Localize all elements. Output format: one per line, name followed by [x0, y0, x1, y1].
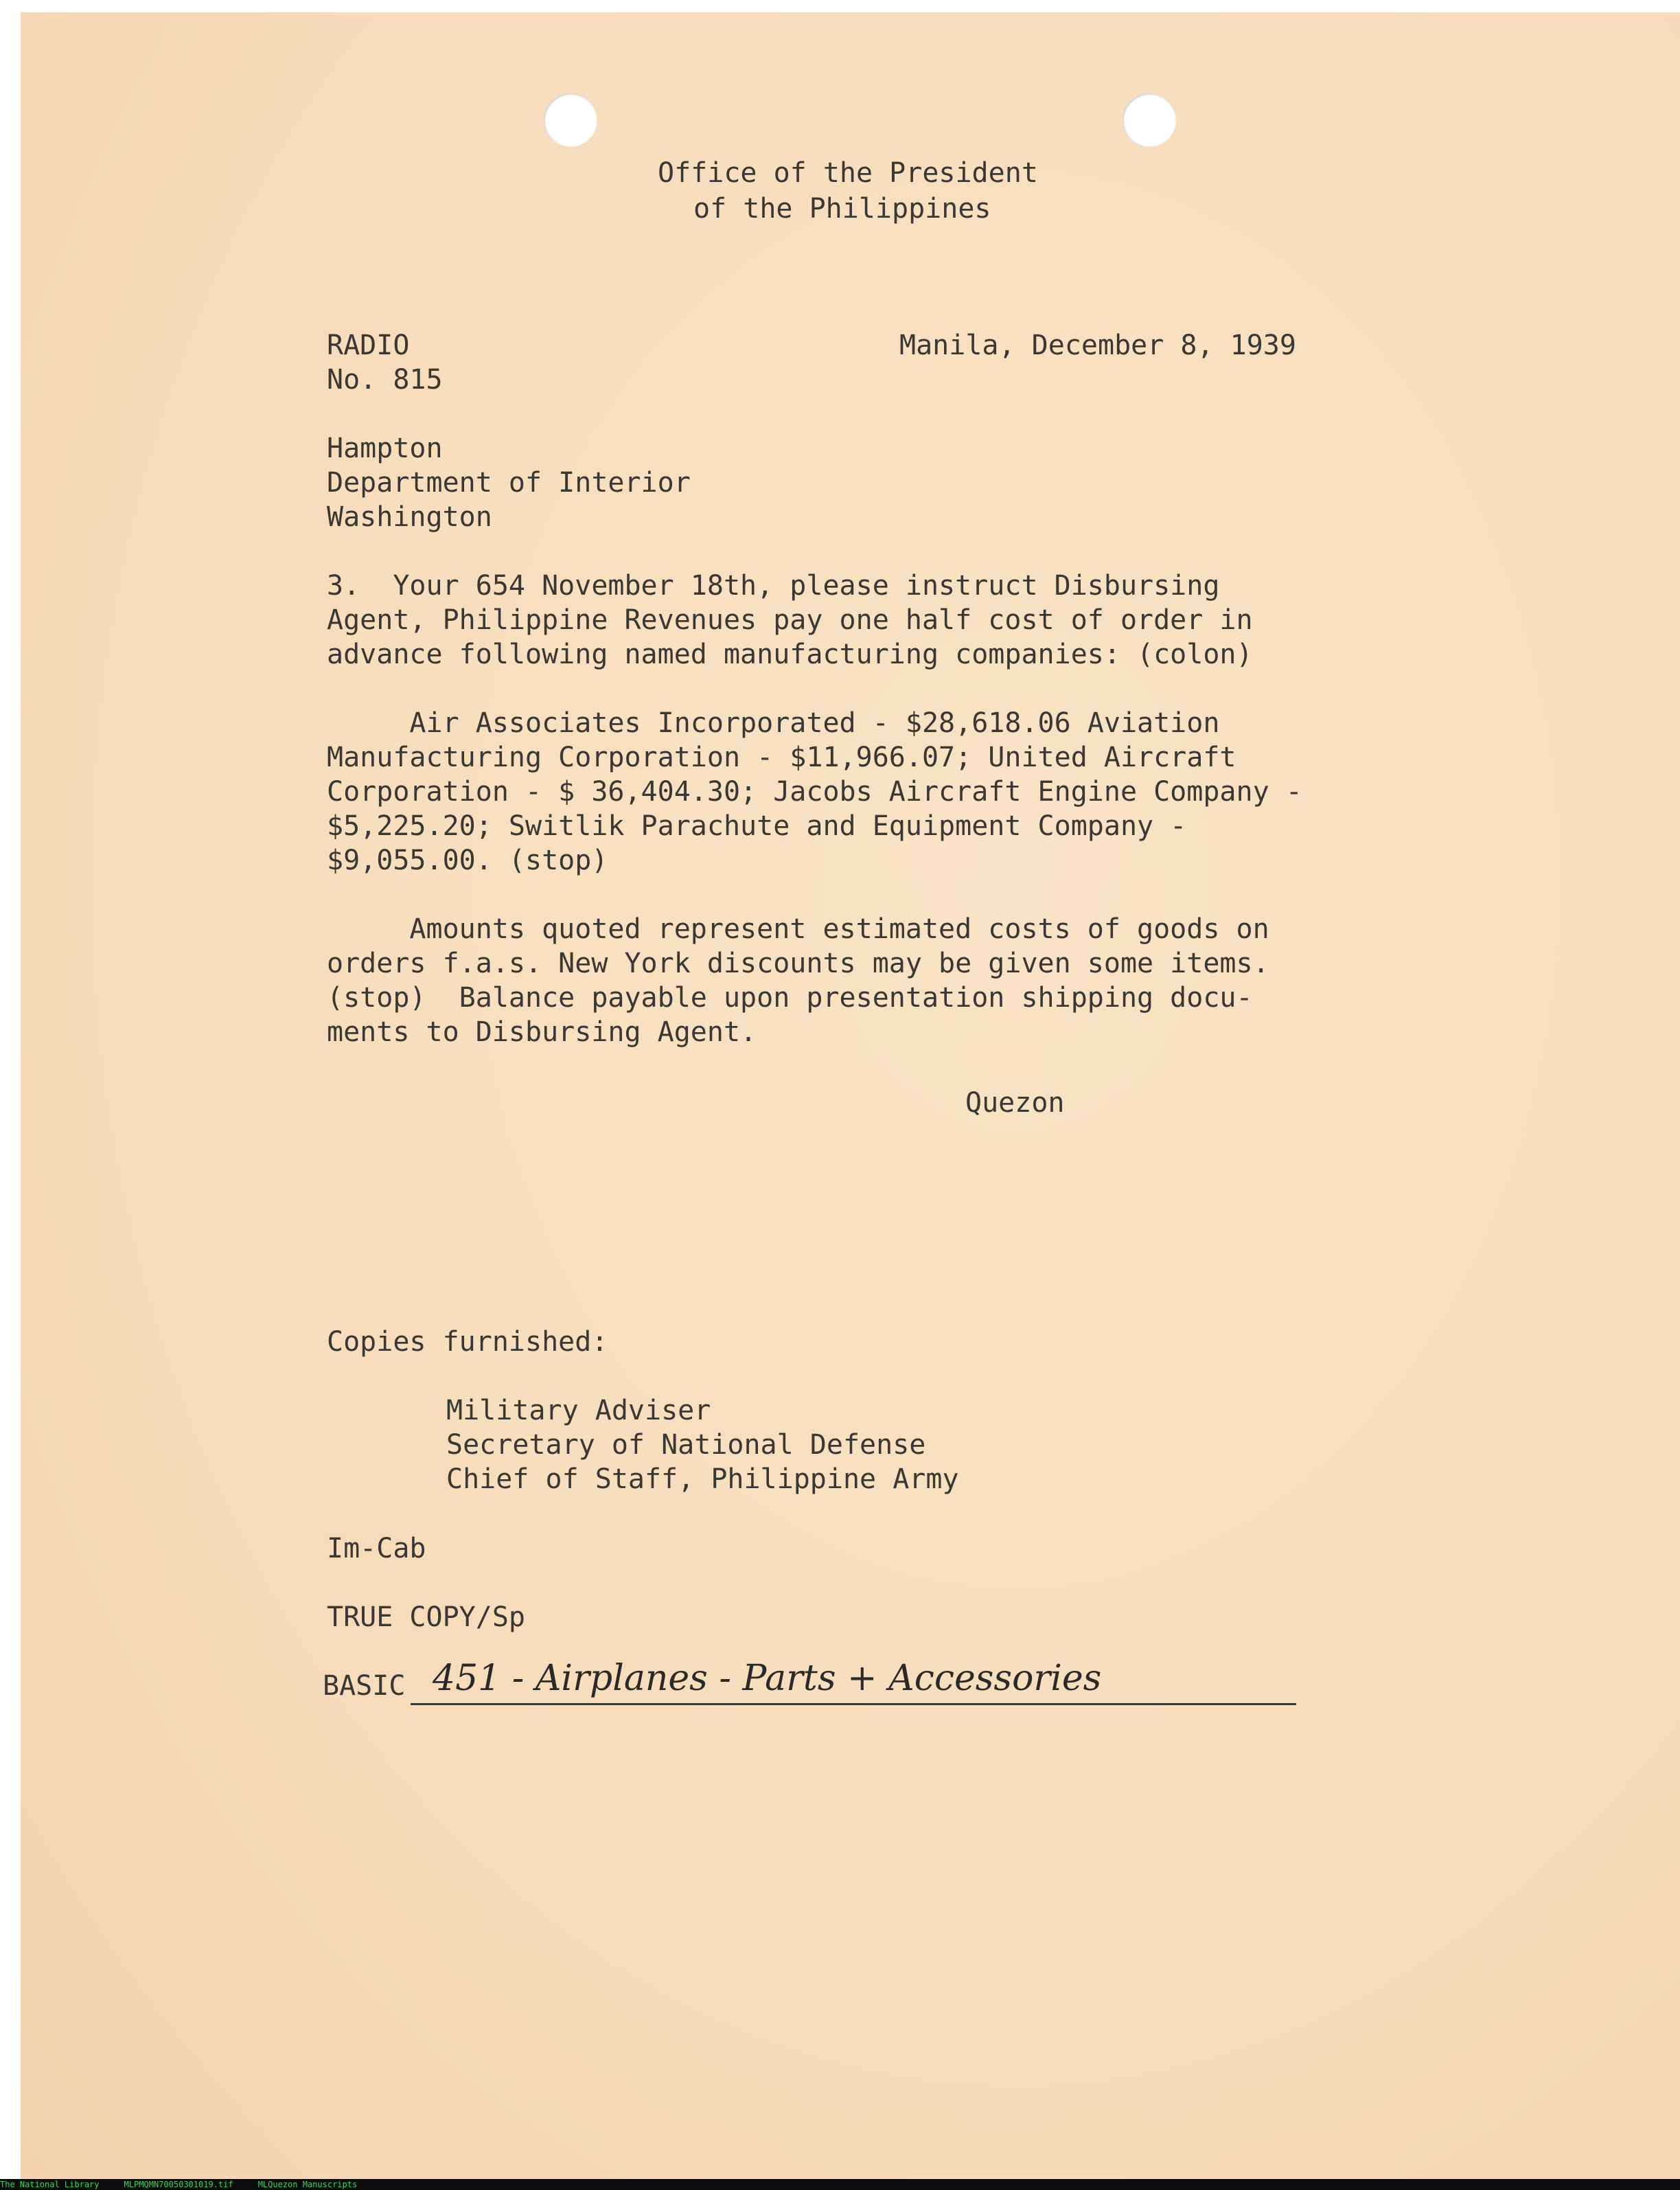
footer-library: The National Library — [0, 2180, 100, 2189]
true-copy-mark: TRUE COPY/Sp — [327, 1601, 525, 1633]
paragraph-2-line-4: $5,225.20; Switlik Parachute and Equipment Company - — [327, 810, 1187, 842]
dateline: Manila, December 8, 1939 — [899, 330, 1296, 361]
copy-recipient-2: Secretary of National Defense — [446, 1429, 926, 1461]
paragraph-2-line-2: Manufacturing Corporation - $11,966.07; United Aircraft — [327, 742, 1236, 773]
copies-furnished-label: Copies furnished: — [327, 1326, 608, 1358]
paragraph-3-line-3: (stop) Balance payable upon presentation shipping docu- — [327, 982, 1253, 1014]
handwritten-basic-classification: 451 - Airplanes - Parts + Accessories — [433, 1658, 1102, 1699]
footer-file-id: MLPMQMN70050301019.tif — [124, 2180, 233, 2189]
basic-underline — [411, 1703, 1296, 1705]
paragraph-3-line-2: orders f.a.s. New York discounts may be given some items. — [327, 948, 1269, 979]
punch-hole-left — [544, 93, 597, 147]
basic-label: BASIC — [323, 1670, 406, 1702]
radio-label: RADIO — [327, 330, 410, 361]
paragraph-3-line-4: ments to Disbursing Agent. — [327, 1016, 757, 1048]
archive-footer-strip — [0, 2179, 1680, 2190]
letterhead-line-1: Office of the President — [658, 157, 1038, 189]
document-page — [21, 12, 1680, 2179]
paragraph-1-line-1: 3. Your 654 November 18th, please instruct Disbursing — [327, 570, 1220, 602]
letterhead-line-2: of the Philippines — [693, 193, 991, 225]
signature: Quezon — [965, 1087, 1065, 1119]
reference-initials: Im-Cab — [327, 1533, 426, 1564]
addressee-city: Washington — [327, 501, 492, 533]
copy-recipient-3: Chief of Staff, Philippine Army — [446, 1463, 959, 1495]
addressee-name: Hampton — [327, 433, 443, 464]
punch-hole-right — [1123, 93, 1176, 147]
addressee-department: Department of Interior — [327, 467, 691, 499]
paragraph-1-line-2: Agent, Philippine Revenues pay one half cost of order in — [327, 604, 1253, 636]
paragraph-2-line-3: Corporation - $ 36,404.30; Jacobs Aircraft Engine Company - — [327, 776, 1302, 808]
footer-collection: MLQuezon Manuscripts — [257, 2180, 358, 2189]
paragraph-3-line-1: Amounts quoted represent estimated costs of goods on — [327, 913, 1269, 945]
copy-recipient-1: Military Adviser — [446, 1395, 711, 1426]
paragraph-1-line-3: advance following named manufacturing companies: (colon) — [327, 639, 1253, 670]
paragraph-2-line-1: Air Associates Incorporated - $28,618.06 Aviation — [327, 707, 1220, 739]
paragraph-2-line-5: $9,055.00. (stop) — [327, 845, 608, 876]
radio-number: No. 815 — [327, 364, 443, 396]
